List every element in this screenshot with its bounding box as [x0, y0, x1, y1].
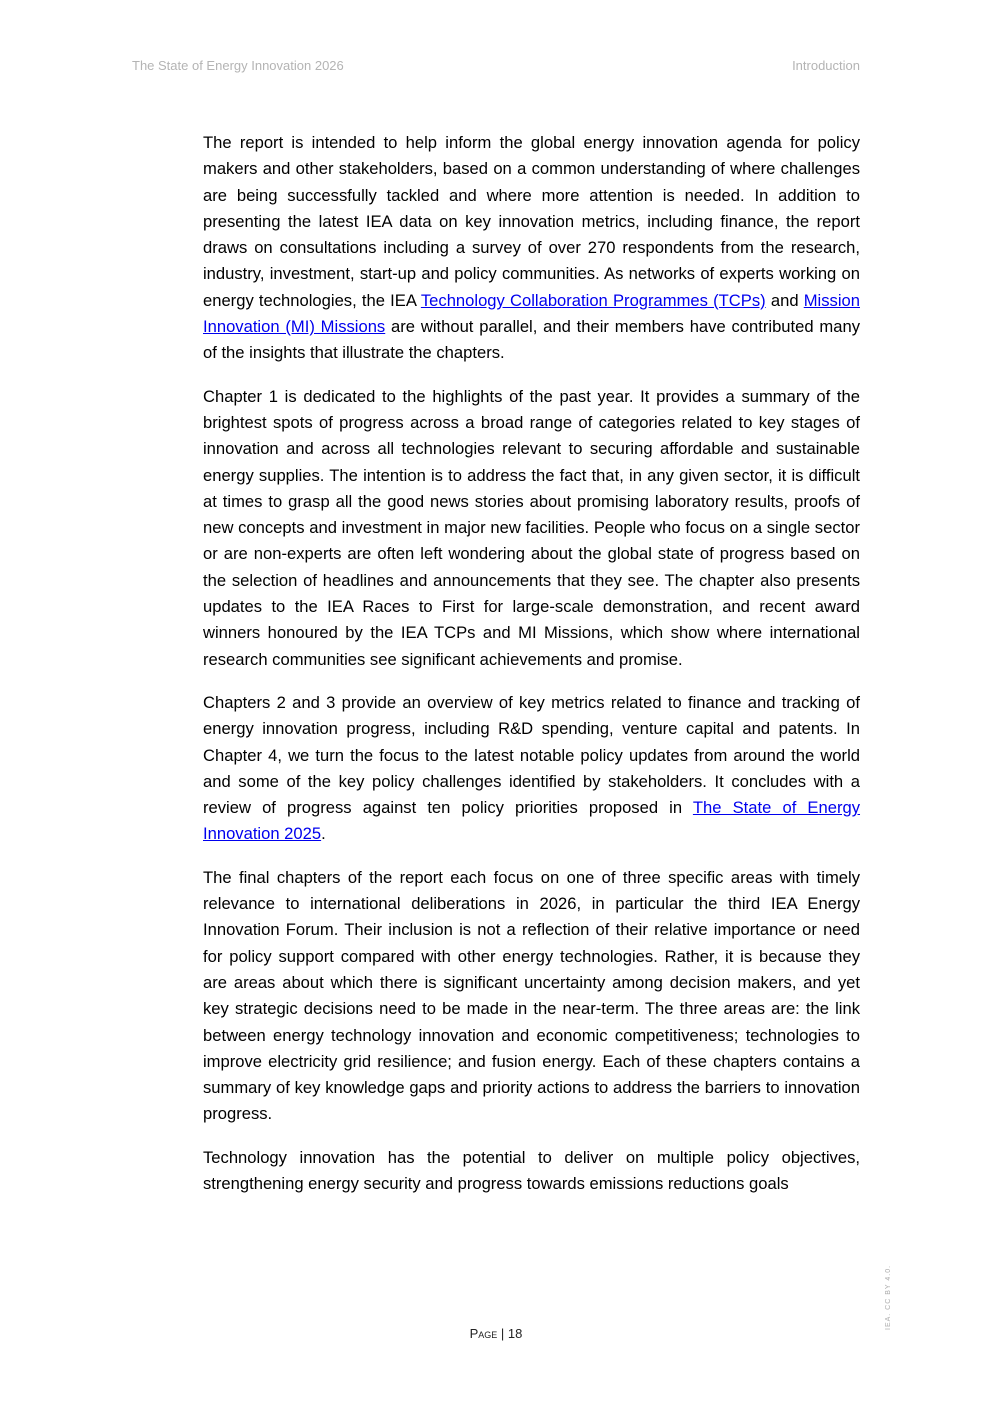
- hyperlink[interactable]: The State of Energy Innovation 2025: [203, 798, 861, 844]
- page-footer: [0, 1326, 992, 1341]
- text-run: Chapter 1 is dedicated to the highlights of the past year. It provides a summary of the brightest spots of progress across a broad range of categories related to key stages of innovation and across all technologies relevant to securing affordable and sustainable energy supplies. The intention is to address the fact that, in any given sector, it is difficult at times to grasp all the good news stories about promising laboratory results, proofs of new concepts and investment in major new facilities. People who focus on a single sector or are non-experts are often left wondering about the global state of progress based on the selection of headlines and announcements that they see. The chapter also presents updates to the IEA Races to First for large-scale demonstration, and recent award winners honoured by the IEA TCPs and MI Missions, which show where international research communities see significant achievements and promise.: [203, 386, 860, 669]
- paragraph: [203, 130, 860, 367]
- text-run: Technology innovation has the potential to deliver on multiple policy objectives, strengthening energy security and progress towards emissions reductions goals: [203, 1147, 860, 1193]
- paragraph: [203, 865, 860, 1128]
- paragraph: [203, 690, 860, 848]
- paragraph: [203, 1145, 860, 1198]
- text-run: .: [321, 824, 326, 844]
- text-run: Chapters 2 and 3 provide an overview of key metrics related to finance and tracking of energy innovation progress, including R&D spending, venture capital and patents. In Chapter 4, we turn the focus to the latest notable policy updates from around the world and some of the key policy challenges identified by stakeholders. It concludes with a review of progress against ten policy priorities proposed in: [203, 692, 860, 818]
- page-label: Page: [469, 1326, 498, 1341]
- text-run: are without parallel, and their members have contributed many of the insights that illustrate the chapters.: [203, 317, 860, 363]
- body-text: [203, 130, 860, 1214]
- page-separator: |: [497, 1326, 508, 1341]
- text-run: The report is intended to help inform the global energy innovation agenda for policy makers and other stakeholders, based on a common understanding of where challenges are being successfully tackled and where more attention is needed. In addition to presenting the latest IEA data on key innovation metrics, including finance, the report draws on consultations including a survey of over 270 respondents from the research, industry, investment, start-up and policy communities. As networks of experts working on energy technologies, the IEA: [203, 133, 860, 310]
- hyperlink[interactable]: Mission Innovation (MI) Missions: [203, 290, 860, 337]
- page-number: 18: [507, 1326, 523, 1341]
- text-run: The final chapters of the report each focus on one of three specific areas with timely relevance to international deliberations in 2026, in particular the third IEA Energy Innovation Forum. Their inclusion is not a reflection of their relative importance or need for policy support compared with other energy technologies. Rather, it is because they are areas about which there is significant uncertainty among decision makers, and yet key strategic decisions need to be made in the near-term. The three areas are: the link between energy technology innovation and economic competitiveness; technologies to improve electricity grid resilience; and fusion energy. Each of these chapters contains a summary of key knowledge gaps and priority actions to address the barriers to innovation progress.: [203, 867, 860, 1124]
- hyperlink[interactable]: Technology Collaboration Programmes (TCPs): [420, 290, 766, 310]
- text-run: and: [765, 290, 804, 310]
- license-note: IEA. CC BY 4.0.: [885, 1264, 892, 1330]
- paragraph: [203, 384, 860, 673]
- running-header-section: Introduction: [792, 58, 860, 73]
- running-header-title: The State of Energy Innovation 2026: [132, 58, 344, 73]
